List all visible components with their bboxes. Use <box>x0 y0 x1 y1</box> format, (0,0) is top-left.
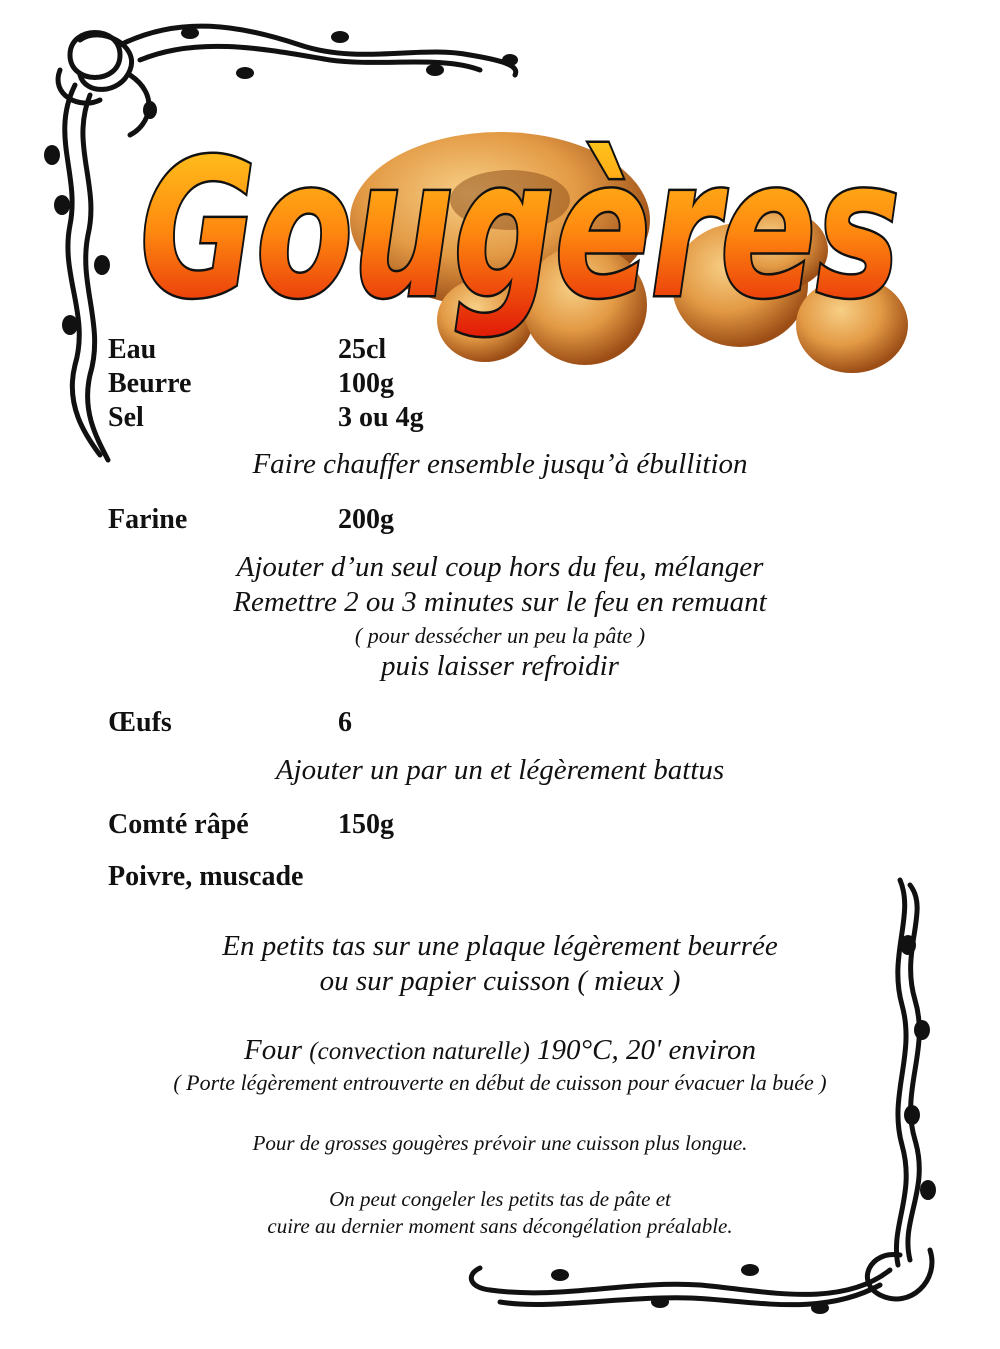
ingredient-name: Poivre, muscade <box>108 861 304 892</box>
ingredient-qty: 150g <box>338 809 394 840</box>
instruction-line: ou sur papier cuisson ( mieux ) <box>319 965 681 997</box>
instruction-line: Ajouter d’un seul coup hors du feu, mélanger <box>236 551 764 583</box>
tip-line: cuire au dernier moment sans décongélation préalable. <box>267 1214 733 1238</box>
ingredient-name: Eau <box>108 334 157 365</box>
instruction-line: Faire chauffer ensemble jusqu’à ébullition <box>252 448 748 480</box>
tip-line: On peut congeler les petits tas de pâte et <box>329 1187 671 1211</box>
ingredient-qty: 3 ou 4g <box>338 402 424 433</box>
ingredient-qty: 100g <box>338 368 394 399</box>
ingredient-name: Farine <box>108 504 188 535</box>
ingredient-qty: 25cl <box>338 334 387 365</box>
tip-line: Pour de grosses gougères prévoir une cuisson plus longue. <box>252 1131 748 1155</box>
ingredient-name: Comté râpé <box>108 809 249 840</box>
ingredient-name: Œufs <box>108 707 172 738</box>
ingredient-name: Beurre <box>108 368 192 399</box>
oven-mode: (convection naturelle) <box>309 1038 530 1065</box>
page-title: Gougères <box>140 119 900 340</box>
instruction-line: Remettre 2 ou 3 minutes sur le feu en remuant <box>233 586 767 618</box>
instruction-line: puis laisser refroidir <box>381 650 619 682</box>
oven-word: Four <box>244 1034 303 1066</box>
instruction-line: Ajouter un par un et légèrement battus <box>275 754 725 786</box>
instruction-line: En petits tas sur une plaque légèrement beurrée <box>222 930 778 962</box>
oven-setting: 190°C, 20' environ <box>537 1034 756 1066</box>
ingredient-qty: 6 <box>338 707 352 738</box>
ingredient-qty: 200g <box>338 504 394 535</box>
oven-line <box>0 1034 1000 1067</box>
title-block <box>130 80 930 380</box>
ingredient-name: Sel <box>108 402 144 433</box>
oven-note: ( Porte légèrement entrouverte en début de cuisson pour évacuer la buée ) <box>173 1070 827 1095</box>
instruction-line: ( pour dessécher un peu la pâte ) <box>354 623 646 648</box>
